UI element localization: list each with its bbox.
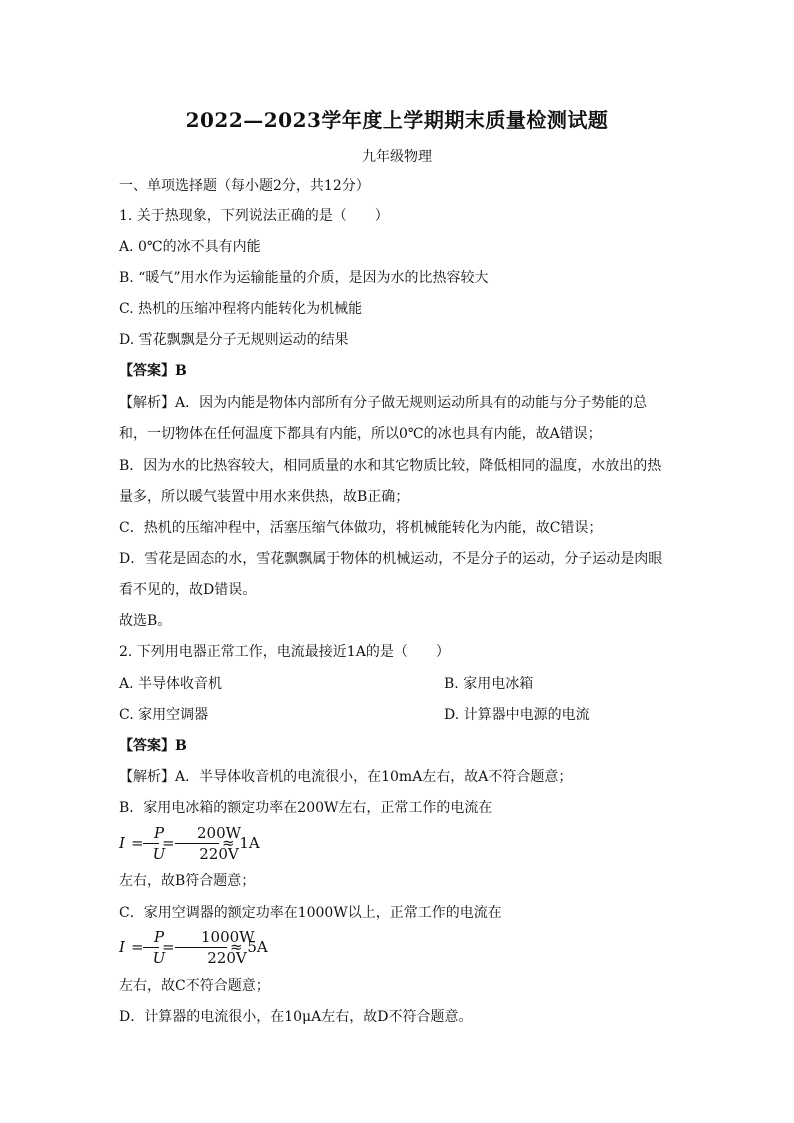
fraction-numerator: P [153, 824, 165, 842]
question-2-option-c: C. 家用空调器 [119, 707, 209, 723]
question-2-analysis-c-end: 左右，故C不符合题意； [119, 978, 270, 994]
fraction-bar [175, 947, 227, 948]
question-2-analysis-a: 【解析】A．半导体收音机的电流很小，在10mA左右，故A不符合题意； [119, 769, 573, 785]
fraction-bar [143, 843, 159, 844]
fraction-numerator: 1000W [201, 928, 255, 946]
question-1-option-b: B. “暖气”用水作为运输能量的介质，是因为水的比热容较大 [119, 270, 489, 286]
formula-symbol: ≈ 1A [222, 834, 260, 852]
fraction-denominator: U [152, 949, 166, 967]
question-2-analysis-b: B．家用电冰箱的额定功率在200W左右，正常工作的电流在 [119, 800, 493, 816]
fraction-bar [175, 843, 219, 844]
question-2-analysis-d: D．计算器的电流很小，在10μA左右，故D不符合题意。 [119, 1009, 473, 1025]
formula-symbol: I [119, 938, 125, 956]
question-1-analysis-line: 【解析】A．因为内能是物体内部所有分子做无规则运动所具有的动能与分子势能的总 [119, 395, 648, 411]
formula-fridge-current [119, 824, 319, 868]
fraction [143, 928, 166, 972]
formula-symbol: = [162, 834, 175, 852]
page-title: 2022—2023学年度上学期期末质量检测试题 [185, 108, 609, 132]
fraction-numerator: 200W [197, 824, 242, 842]
question-2-analysis-b-end: 左右，故B符合题意； [119, 873, 256, 889]
fraction-numerator: P [153, 928, 165, 946]
fraction [143, 824, 166, 868]
formula-aircon-current [119, 928, 319, 972]
question-1-stem: 1. 关于热现象，下列说法正确的是（ ） [119, 208, 389, 224]
question-2-stem: 2. 下列用电器正常工作，电流最接近1A的是（ ） [119, 644, 450, 660]
question-2-option-d: D. 计算器中电源的电流 [444, 707, 590, 723]
fraction-bar [143, 947, 159, 948]
fraction-denominator: U [152, 845, 166, 863]
question-1-analysis-line: D．雪花是固态的水，雪花飘飘属于物体的机械运动，不是分子的运动，分子运动是肉眼 [119, 551, 663, 567]
question-1-option-c: C. 热机的压缩冲程将内能转化为机械能 [119, 301, 363, 317]
section-heading: 一、单项选择题（每小题2分，共12分） [119, 178, 370, 194]
formula-symbol: = [131, 834, 144, 852]
question-1-analysis-line: 量多，所以暖气装置中用水来供热，故B正确； [119, 489, 410, 505]
question-1-analysis-line: B．因为水的比热容较大，相同质量的水和其它物质比较，降低相同的温度，水放出的热 [119, 458, 662, 474]
question-2-analysis-c: C．家用空调器的额定功率在1000W以上，正常工作的电流在 [119, 905, 502, 921]
question-1-answer: 【答案】B [119, 363, 187, 379]
fraction-denominator: 220V [207, 949, 247, 967]
question-1-analysis-line: C．热机的压缩冲程中，活塞压缩气体做功，将机械能转化为内能，故C错误； [119, 520, 603, 536]
page-subtitle: 九年级物理 [362, 149, 432, 165]
question-1-analysis-line: 看不见的，故D错误。 [119, 582, 257, 598]
formula-symbol: ≈ 5A [230, 938, 268, 956]
question-2-option-b: B. 家用电冰箱 [444, 676, 534, 692]
question-2-option-a: A. 半导体收音机 [119, 676, 223, 692]
question-1-analysis-line: 故选B。 [119, 613, 172, 629]
question-1-analysis-line: 和，一切物体在任何温度下都具有内能，所以0℃的冰也具有内能，故A错误； [119, 426, 602, 442]
formula-symbol: I [119, 834, 125, 852]
formula-symbol: = [131, 938, 144, 956]
question-1-option-d: D. 雪花飘飘是分子无规则运动的结果 [119, 332, 349, 348]
question-2-answer: 【答案】B [119, 738, 187, 754]
question-1-option-a: A. 0℃的冰不具有内能 [119, 239, 261, 255]
formula-symbol: = [162, 938, 175, 956]
fraction-denominator: 220V [199, 845, 239, 863]
